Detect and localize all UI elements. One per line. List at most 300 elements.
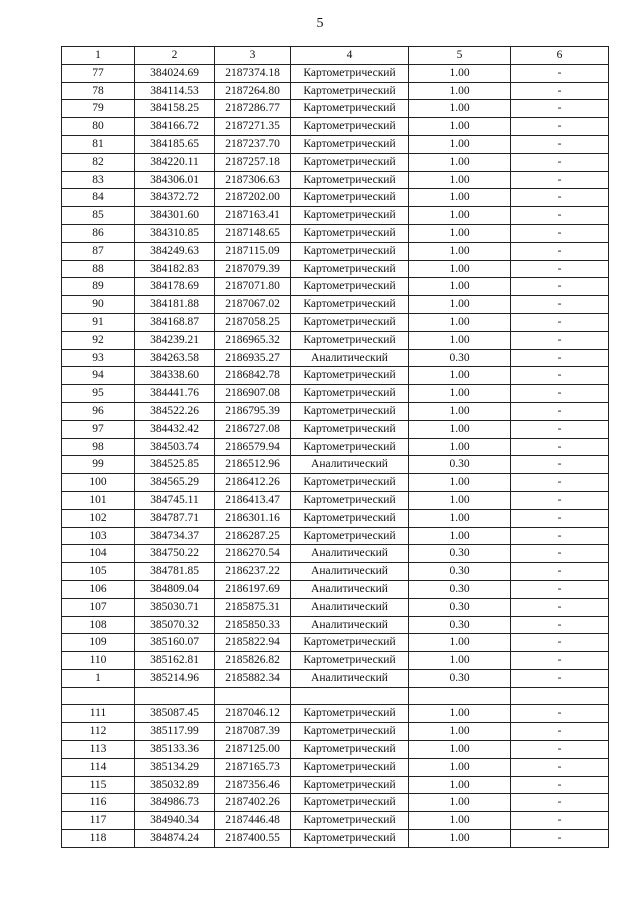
table-cell: 1.00 — [409, 118, 511, 136]
table-cell — [291, 687, 409, 705]
table-cell: 96 — [62, 402, 135, 420]
table-cell: 103 — [62, 527, 135, 545]
table-cell: 0.30 — [409, 669, 511, 687]
table-cell: 1.00 — [409, 224, 511, 242]
table-row — [62, 420, 609, 438]
header-cell: 6 — [511, 47, 609, 65]
table-row — [62, 794, 609, 812]
table-cell: 2186795.39 — [215, 402, 291, 420]
table-cell: 100 — [62, 474, 135, 492]
table-cell: 384239.21 — [135, 331, 215, 349]
table-cell: 384503.74 — [135, 438, 215, 456]
table-cell: 2186965.32 — [215, 331, 291, 349]
table-cell: 384310.85 — [135, 224, 215, 242]
table-row — [62, 509, 609, 527]
table-cell: - — [511, 100, 609, 118]
table-row — [62, 385, 609, 403]
table-row — [62, 153, 609, 171]
table-cell: 1.00 — [409, 758, 511, 776]
table-row — [62, 438, 609, 456]
table-cell: 1.00 — [409, 527, 511, 545]
table-cell: - — [511, 474, 609, 492]
table-cell: Картометрический — [291, 153, 409, 171]
table-cell: - — [511, 776, 609, 794]
table-cell: 384178.69 — [135, 278, 215, 296]
table-cell: - — [511, 331, 609, 349]
table-cell: 2186413.47 — [215, 491, 291, 509]
table-cell: 116 — [62, 794, 135, 812]
table-cell: - — [511, 171, 609, 189]
table-cell: - — [511, 420, 609, 438]
table-cell: 1.00 — [409, 438, 511, 456]
table-cell: Аналитический — [291, 616, 409, 634]
table-cell: Картометрический — [291, 189, 409, 207]
table-cell: 1.00 — [409, 189, 511, 207]
table-cell: 385117.99 — [135, 723, 215, 741]
table-cell: 1.00 — [409, 64, 511, 82]
table-cell: 95 — [62, 385, 135, 403]
table-cell: 1.00 — [409, 652, 511, 670]
table-cell: - — [511, 207, 609, 225]
table-cell: - — [511, 669, 609, 687]
table-cell: Картометрический — [291, 118, 409, 136]
table-cell: 385134.29 — [135, 758, 215, 776]
table-cell: 1.00 — [409, 100, 511, 118]
table-cell: - — [511, 580, 609, 598]
table-cell: Аналитический — [291, 669, 409, 687]
table-cell: Картометрический — [291, 260, 409, 278]
table-cell: 80 — [62, 118, 135, 136]
table-cell: 384787.71 — [135, 509, 215, 527]
table-cell: 384114.53 — [135, 82, 215, 100]
table-cell: - — [511, 278, 609, 296]
table-cell: 2187257.18 — [215, 153, 291, 171]
table-cell: 385160.07 — [135, 634, 215, 652]
table-cell: - — [511, 758, 609, 776]
table-cell: 82 — [62, 153, 135, 171]
table-cell: 1.00 — [409, 153, 511, 171]
table-cell: 104 — [62, 545, 135, 563]
table-cell: 2187067.02 — [215, 296, 291, 314]
table-cell: 2186412.26 — [215, 474, 291, 492]
table-cell: 384781.85 — [135, 563, 215, 581]
table-cell: Картометрический — [291, 367, 409, 385]
table-cell: Картометрический — [291, 171, 409, 189]
table-cell: 0.30 — [409, 349, 511, 367]
table-cell: - — [511, 723, 609, 741]
table-cell: 0.30 — [409, 456, 511, 474]
table-cell: 384158.25 — [135, 100, 215, 118]
table-cell: 2186842.78 — [215, 367, 291, 385]
table-cell: - — [511, 545, 609, 563]
table-cell: - — [511, 260, 609, 278]
table-cell: - — [511, 616, 609, 634]
table-cell: - — [511, 456, 609, 474]
table-cell: 89 — [62, 278, 135, 296]
table-cell: Картометрический — [291, 723, 409, 741]
table-cell: Картометрический — [291, 705, 409, 723]
table-cell: Картометрический — [291, 652, 409, 670]
table-cell: Картометрический — [291, 474, 409, 492]
table-cell: 2185822.94 — [215, 634, 291, 652]
table-cell: 0.30 — [409, 598, 511, 616]
table-cell: Картометрический — [291, 207, 409, 225]
table-cell: Картометрический — [291, 385, 409, 403]
table-row — [62, 349, 609, 367]
table-cell: 97 — [62, 420, 135, 438]
table-cell: 107 — [62, 598, 135, 616]
table-cell: - — [511, 296, 609, 314]
table-cell: 93 — [62, 349, 135, 367]
table-row — [62, 723, 609, 741]
table-cell: 1.00 — [409, 420, 511, 438]
table-row — [62, 758, 609, 776]
table-header-row — [62, 47, 609, 65]
table-cell — [409, 687, 511, 705]
table-row — [62, 812, 609, 830]
table-row — [62, 296, 609, 314]
table-cell: 384809.04 — [135, 580, 215, 598]
table-cell: 2187446.48 — [215, 812, 291, 830]
table-cell: 384874.24 — [135, 830, 215, 848]
table-row — [62, 82, 609, 100]
table-row — [62, 207, 609, 225]
table-cell: 384182.83 — [135, 260, 215, 278]
table-cell: 1.00 — [409, 402, 511, 420]
table-cell: - — [511, 491, 609, 509]
table-row — [62, 118, 609, 136]
table-cell: - — [511, 118, 609, 136]
table-cell: 384181.88 — [135, 296, 215, 314]
table-cell: 109 — [62, 634, 135, 652]
table-cell: 384263.58 — [135, 349, 215, 367]
table-cell: 2187374.18 — [215, 64, 291, 82]
table-cell: 2187402.26 — [215, 794, 291, 812]
table-row — [62, 456, 609, 474]
table-row — [62, 669, 609, 687]
header-cell: 4 — [291, 47, 409, 65]
table-cell: 385032.89 — [135, 776, 215, 794]
table-cell: 2187356.46 — [215, 776, 291, 794]
table-cell: Картометрический — [291, 509, 409, 527]
table-row — [62, 474, 609, 492]
table-cell: 115 — [62, 776, 135, 794]
table-cell: 84 — [62, 189, 135, 207]
table-cell: 1.00 — [409, 794, 511, 812]
table-cell: 2187148.65 — [215, 224, 291, 242]
table-cell: 2185826.82 — [215, 652, 291, 670]
table-cell: 384940.34 — [135, 812, 215, 830]
table-cell: 86 — [62, 224, 135, 242]
table-cell: 81 — [62, 135, 135, 153]
table-cell: 101 — [62, 491, 135, 509]
table-cell: - — [511, 135, 609, 153]
table-cell: 1.00 — [409, 278, 511, 296]
table-cell: 384306.01 — [135, 171, 215, 189]
table-cell: 114 — [62, 758, 135, 776]
table-cell: 1.00 — [409, 296, 511, 314]
table-cell: - — [511, 563, 609, 581]
table-cell: 385087.45 — [135, 705, 215, 723]
table-cell: 79 — [62, 100, 135, 118]
table-cell: Картометрический — [291, 812, 409, 830]
table-cell: 385070.32 — [135, 616, 215, 634]
table-cell: 98 — [62, 438, 135, 456]
table-cell: Картометрический — [291, 527, 409, 545]
table-cell: 2187087.39 — [215, 723, 291, 741]
table-cell: 1.00 — [409, 776, 511, 794]
table-cell: Картометрический — [291, 135, 409, 153]
table-row — [62, 776, 609, 794]
table-cell: - — [511, 438, 609, 456]
table-cell: - — [511, 812, 609, 830]
table-cell: Аналитический — [291, 598, 409, 616]
table-row — [62, 705, 609, 723]
header-cell: 3 — [215, 47, 291, 65]
table-cell: - — [511, 64, 609, 82]
table-cell: 2187071.80 — [215, 278, 291, 296]
table-row — [62, 830, 609, 848]
table-row — [62, 598, 609, 616]
table-cell: 117 — [62, 812, 135, 830]
table-cell: 2187306.63 — [215, 171, 291, 189]
table-cell: 2186907.08 — [215, 385, 291, 403]
table-cell: - — [511, 741, 609, 759]
table-cell: 2187163.41 — [215, 207, 291, 225]
table-cell: 385214.96 — [135, 669, 215, 687]
table-cell: 384024.69 — [135, 64, 215, 82]
table-cell: 110 — [62, 652, 135, 670]
table-cell: 2186197.69 — [215, 580, 291, 598]
table-cell: 384372.72 — [135, 189, 215, 207]
table-cell: - — [511, 385, 609, 403]
table-cell: 2187202.00 — [215, 189, 291, 207]
table-cell: - — [511, 598, 609, 616]
table-cell: 102 — [62, 509, 135, 527]
table-cell: 111 — [62, 705, 135, 723]
table-cell: 1.00 — [409, 331, 511, 349]
table-cell: 385162.81 — [135, 652, 215, 670]
table-cell: 2185875.31 — [215, 598, 291, 616]
table-cell: Картометрический — [291, 438, 409, 456]
table-cell: Картометрический — [291, 100, 409, 118]
table-cell: 83 — [62, 171, 135, 189]
table-cell: - — [511, 705, 609, 723]
table-cell: 0.30 — [409, 563, 511, 581]
table-cell: 1.00 — [409, 491, 511, 509]
table-cell: 105 — [62, 563, 135, 581]
table-cell: - — [511, 189, 609, 207]
table-cell: - — [511, 153, 609, 171]
table-row — [62, 687, 609, 705]
table-cell: 0.30 — [409, 580, 511, 598]
table-cell: 384301.60 — [135, 207, 215, 225]
table-cell: 1.00 — [409, 207, 511, 225]
table-cell: 1.00 — [409, 135, 511, 153]
table-cell: - — [511, 402, 609, 420]
table-cell: 112 — [62, 723, 135, 741]
table-cell: 78 — [62, 82, 135, 100]
table-row — [62, 242, 609, 260]
table-cell: 2186935.27 — [215, 349, 291, 367]
table-row — [62, 616, 609, 634]
table-cell: Картометрический — [291, 331, 409, 349]
table-cell: 1.00 — [409, 385, 511, 403]
table-cell: 2186270.54 — [215, 545, 291, 563]
table-row — [62, 741, 609, 759]
table-cell: 385030.71 — [135, 598, 215, 616]
table-cell: Картометрический — [291, 776, 409, 794]
table-cell: 2187079.39 — [215, 260, 291, 278]
table-cell: 2187264.80 — [215, 82, 291, 100]
table-cell: 2185882.34 — [215, 669, 291, 687]
table-row — [62, 634, 609, 652]
table-cell: 1.00 — [409, 171, 511, 189]
table-cell: Картометрический — [291, 491, 409, 509]
table-cell: Картометрический — [291, 402, 409, 420]
table-cell: Картометрический — [291, 741, 409, 759]
table-cell: 1.00 — [409, 242, 511, 260]
table-cell: 99 — [62, 456, 135, 474]
table-cell: Картометрический — [291, 794, 409, 812]
table-cell: 2186301.16 — [215, 509, 291, 527]
coordinates-table-body — [62, 47, 609, 848]
table-cell: Аналитический — [291, 545, 409, 563]
table-cell — [215, 687, 291, 705]
table-cell: Картометрический — [291, 82, 409, 100]
table-cell: 384338.60 — [135, 367, 215, 385]
table-cell: 94 — [62, 367, 135, 385]
table-cell: 91 — [62, 313, 135, 331]
table-cell: Картометрический — [291, 313, 409, 331]
table-cell: 2186237.22 — [215, 563, 291, 581]
table-row — [62, 313, 609, 331]
table-cell: 92 — [62, 331, 135, 349]
table-cell: 384565.29 — [135, 474, 215, 492]
table-cell: - — [511, 652, 609, 670]
table-row — [62, 402, 609, 420]
table-cell: Картометрический — [291, 224, 409, 242]
table-row — [62, 100, 609, 118]
table-cell: 2187400.55 — [215, 830, 291, 848]
table-cell: - — [511, 224, 609, 242]
table-cell: Аналитический — [291, 456, 409, 474]
table-cell: 384432.42 — [135, 420, 215, 438]
table-cell: - — [511, 82, 609, 100]
table-cell — [62, 687, 135, 705]
table-cell: 2187271.35 — [215, 118, 291, 136]
table-cell: Картометрический — [291, 830, 409, 848]
table-row — [62, 171, 609, 189]
table-cell: 384168.87 — [135, 313, 215, 331]
table-row — [62, 64, 609, 82]
table-row — [62, 278, 609, 296]
table-cell: 77 — [62, 64, 135, 82]
table-row — [62, 260, 609, 278]
table-cell: - — [511, 794, 609, 812]
table-cell: - — [511, 313, 609, 331]
table-cell: 2186512.96 — [215, 456, 291, 474]
table-cell: Аналитический — [291, 349, 409, 367]
table-cell: 1.00 — [409, 830, 511, 848]
table-cell: - — [511, 527, 609, 545]
table-cell — [511, 687, 609, 705]
table-row — [62, 189, 609, 207]
table-cell: 384249.63 — [135, 242, 215, 260]
table-cell: 1.00 — [409, 260, 511, 278]
table-cell: - — [511, 634, 609, 652]
table-cell: Картометрический — [291, 758, 409, 776]
table-cell: 2186727.08 — [215, 420, 291, 438]
table-row — [62, 580, 609, 598]
table-cell: 2187165.73 — [215, 758, 291, 776]
table-cell: 2187125.00 — [215, 741, 291, 759]
table-row — [62, 331, 609, 349]
table-cell: 1.00 — [409, 82, 511, 100]
table-cell: - — [511, 830, 609, 848]
table-cell: Картометрический — [291, 64, 409, 82]
table-cell: 0.30 — [409, 545, 511, 563]
header-cell: 2 — [135, 47, 215, 65]
page-number: 5 — [316, 16, 324, 31]
table-cell: 384734.37 — [135, 527, 215, 545]
table-cell: 384525.85 — [135, 456, 215, 474]
table-cell: 2187058.25 — [215, 313, 291, 331]
table-cell: 1.00 — [409, 313, 511, 331]
table-cell: 1.00 — [409, 367, 511, 385]
table-cell: 90 — [62, 296, 135, 314]
table-cell: 0.30 — [409, 616, 511, 634]
table-cell: Картометрический — [291, 278, 409, 296]
table-cell: - — [511, 349, 609, 367]
table-cell: 1.00 — [409, 812, 511, 830]
table-cell: 85 — [62, 207, 135, 225]
table-cell: 1.00 — [409, 474, 511, 492]
table-cell: 384185.65 — [135, 135, 215, 153]
table-cell: 1.00 — [409, 705, 511, 723]
table-cell: 2187286.77 — [215, 100, 291, 118]
table-cell: 2186579.94 — [215, 438, 291, 456]
table-cell: Картометрический — [291, 634, 409, 652]
table-cell: Аналитический — [291, 580, 409, 598]
table-cell: 1.00 — [409, 741, 511, 759]
table-cell: Картометрический — [291, 296, 409, 314]
table-cell: Картометрический — [291, 420, 409, 438]
table-cell: 118 — [62, 830, 135, 848]
table-row — [62, 367, 609, 385]
table-cell: 2187237.70 — [215, 135, 291, 153]
table-cell: 1 — [62, 669, 135, 687]
table-cell — [135, 687, 215, 705]
coordinates-table — [61, 46, 609, 848]
table-cell: 384220.11 — [135, 153, 215, 171]
table-cell: 384986.73 — [135, 794, 215, 812]
table-cell: 113 — [62, 741, 135, 759]
table-cell: 2186287.25 — [215, 527, 291, 545]
table-cell: 2185850.33 — [215, 616, 291, 634]
table-row — [62, 545, 609, 563]
header-cell: 1 — [62, 47, 135, 65]
table-row — [62, 135, 609, 153]
table-cell: 1.00 — [409, 723, 511, 741]
table-row — [62, 652, 609, 670]
table-cell: - — [511, 509, 609, 527]
table-row — [62, 491, 609, 509]
table-row — [62, 563, 609, 581]
table-cell: 384166.72 — [135, 118, 215, 136]
table-cell: 384750.22 — [135, 545, 215, 563]
table-cell: 106 — [62, 580, 135, 598]
